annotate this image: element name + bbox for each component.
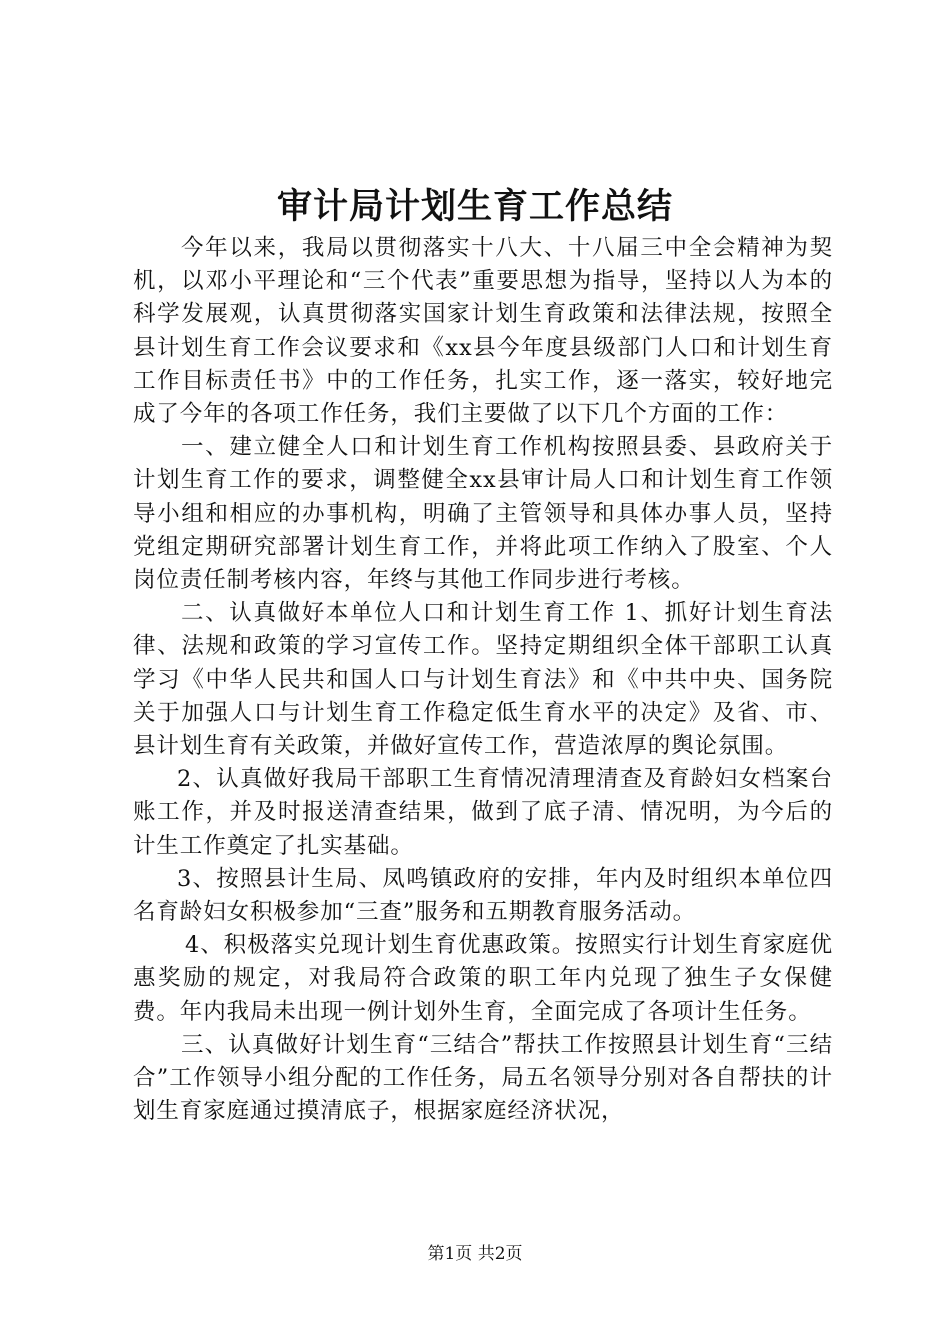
paragraph-item-4: 4、积极落实兑现计划生育优惠政策。按照实行计划生育家庭优惠奖励的规定，对我局符合政策的职工年内兑现了独生子女保健费。年内我局未出现一例计划外生育，全面完成了各项计生任务。 xyxy=(133,932,833,1025)
paragraph-section-3: 三、认真做好计划生育“三结合”帮扶工作按照县计划生育“三结合”工作领导小组分配的工作任务，局五名领导分别对各自帮扶的计划生育家庭通过摸清底子，根据家庭经济状况， xyxy=(133,1031,833,1125)
document-title: 审计局计划生育工作总结 xyxy=(276,186,673,227)
paragraph-section-1: 一、建立健全人口和计划生育工作机构按照县委、县政府关于计划生育工作的要求，调整健全xx县审计局人口和计划生育工作领导小组和相应的办事机构，明确了主管领导和具体办事人员，坚持党组定期研究部署计划生育工作，并将此项工作纳入了股室、个人岗位责任制考核内容，年终与其他工作同步进行考核。 xyxy=(133,434,833,594)
page-number-footer: 第1页 共2页 xyxy=(427,1244,523,1264)
paragraph-item-3: 3、按照县计生局、凤鸣镇政府的安排，年内及时组织本单位四名育龄妇女积极参加“三查”服务和五期教育服务活动。 xyxy=(133,865,833,926)
paragraph-intro: 今年以来，我局以贯彻落实十八大、十八届三中全会精神为契机，以邓小平理论和“三个代表”重要思想为指导，坚持以人为本的科学发展观，认真贯彻落实国家计划生育政策和法律法规，按照全县计划生育工作会议要求和《xx县今年度县级部门人口和计划生育工作目标责任书》中的工作任务，扎实工作，逐一落实，较好地完成了今年的各项工作任务，我们主要做了以下几个方面的工作： xyxy=(133,235,833,428)
paragraph-item-2: 2、认真做好我局干部职工生育情况清理清查及育龄妇女档案台账工作，并及时报送清查结果，做到了底子清、情况明，为今后的计生工作奠定了扎实基础。 xyxy=(133,766,833,859)
paragraph-section-2: 二、认真做好本单位人口和计划生育工作 1、抓好计划生育法律、法规和政策的学习宣传工作。坚持定期组织全体干部职工认真学习《中华人民共和国人口与计划生育法》和《中共中央、国务院关于加强人口与计划生育工作稳定低生育水平的决定》及省、市、县计划生育有关政策，并做好宣传工作，营造浓厚的舆论氛围。 xyxy=(133,600,833,760)
document-body xyxy=(133,232,833,1128)
